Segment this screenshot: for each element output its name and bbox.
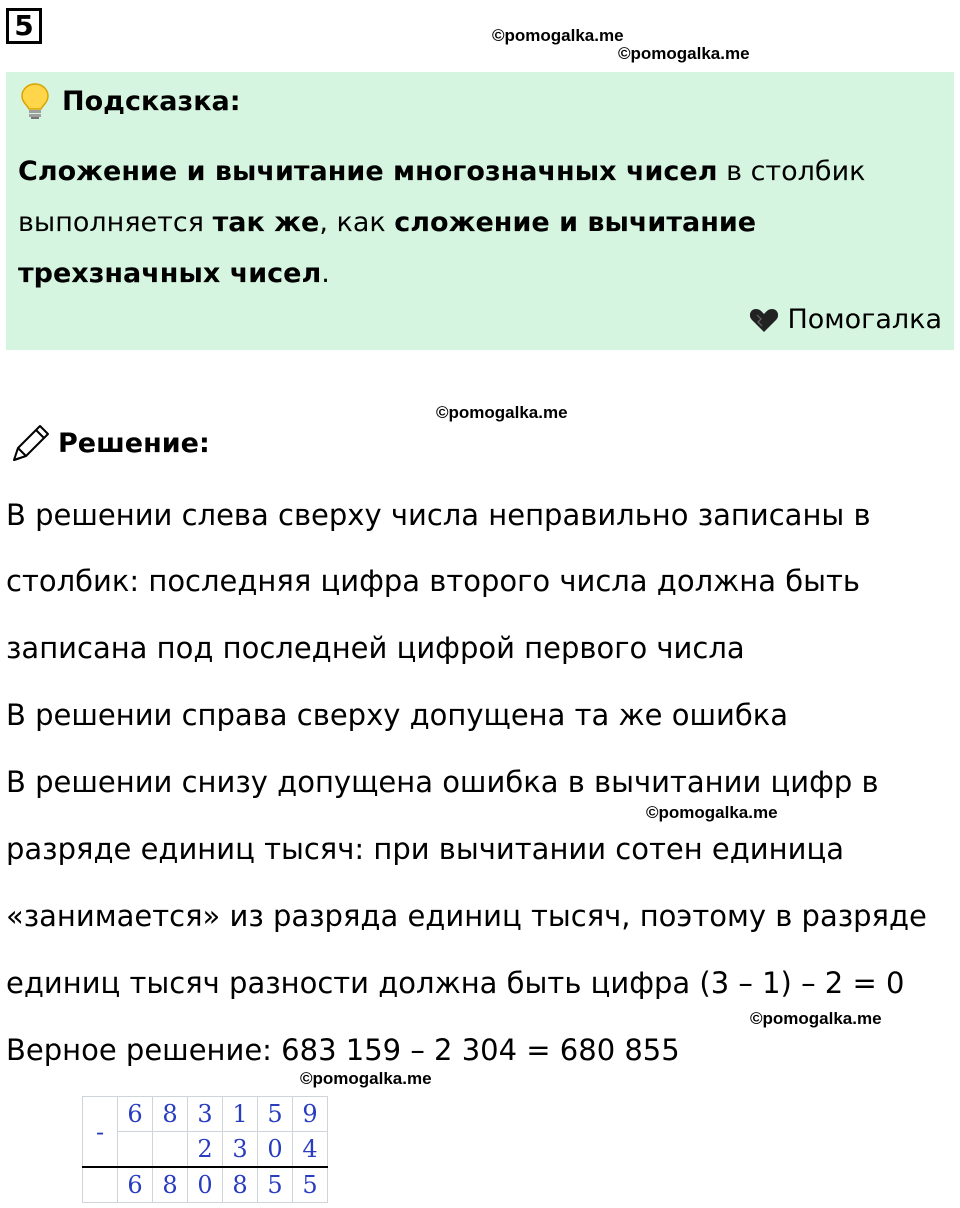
watermark: ©pomogalka.me — [618, 44, 750, 63]
solution-line: В решении снизу допущена ошибка в вычитании цифр в — [6, 765, 879, 799]
watermark: ©pomogalka.me — [300, 1069, 432, 1088]
digit-cell: 9 — [293, 1097, 328, 1132]
solution-line: «занимается» из разряда единиц тысяч, поэтому в разряде — [6, 899, 927, 933]
solution-title-text: Решение: — [58, 427, 210, 459]
hint-bold-text: так же — [212, 207, 320, 238]
column-subtraction — [82, 1096, 328, 1203]
digit-cell: 3 — [223, 1132, 258, 1168]
digit-cell — [118, 1132, 153, 1168]
lightbulb-icon — [20, 82, 50, 120]
task-number: 5 — [6, 8, 42, 44]
hint-text-segment: . — [321, 258, 330, 289]
digit-cell: 4 — [293, 1132, 328, 1168]
solution-line: записана под последней цифрой первого числа — [6, 631, 745, 665]
digit-cell: 6 — [118, 1097, 153, 1132]
digit-cell: 6 — [118, 1167, 153, 1203]
heart-icon — [749, 307, 779, 333]
solution-line: единиц тысяч разности должна быть цифра (3 – 1) – 2 = 0 — [6, 966, 905, 1000]
digit-cell: 1 — [223, 1097, 258, 1132]
signature-text: Помогалка — [787, 304, 942, 335]
minus-sign: - — [83, 1097, 118, 1168]
solution-line: В решении справа сверху допущена та же ошибка — [6, 698, 788, 732]
digit-cell: 5 — [293, 1167, 328, 1203]
difference-row — [83, 1167, 328, 1203]
digit-cell: 5 — [258, 1097, 293, 1132]
minuend-row — [83, 1097, 328, 1132]
hint-box — [6, 72, 954, 350]
hint-bold-text: Сложение и вычитание многозначных чисел — [18, 156, 718, 187]
hint-title — [20, 82, 241, 120]
solution-line: Верное решение: 683 159 – 2 304 = 680 855 — [6, 1033, 680, 1067]
signature — [749, 304, 942, 335]
digit-cell: 8 — [223, 1167, 258, 1203]
subtrahend-row — [83, 1132, 328, 1168]
digit-cell: 0 — [258, 1132, 293, 1168]
hint-bold-text: сложение и вычитание трехзначных чисел — [18, 207, 757, 289]
digit-cell: 0 — [188, 1167, 223, 1203]
pencil-icon — [10, 422, 52, 464]
hint-text — [18, 146, 938, 299]
watermark: ©pomogalka.me — [646, 803, 778, 822]
digit-cell: 8 — [153, 1167, 188, 1203]
digit-cell — [153, 1132, 188, 1168]
solution-line: В решении слева сверху числа неправильно записаны в — [6, 498, 871, 532]
watermark: ©pomogalka.me — [436, 403, 568, 422]
watermark: ©pomogalka.me — [750, 1009, 882, 1028]
digit-cell: 3 — [188, 1097, 223, 1132]
hint-title-text: Подсказка: — [62, 85, 241, 117]
watermark: ©pomogalka.me — [492, 26, 624, 45]
empty-cell — [83, 1167, 118, 1203]
hint-text-segment: в столбик выполняется — [18, 156, 866, 238]
digit-cell: 2 — [188, 1132, 223, 1168]
digit-cell: 8 — [153, 1097, 188, 1132]
digit-cell: 5 — [258, 1167, 293, 1203]
hint-text-segment: , как — [319, 207, 395, 238]
solution-title — [10, 422, 210, 464]
solution-line: столбик: последняя цифра второго числа должна быть — [6, 564, 860, 598]
solution-line: разряде единиц тысяч: при вычитании сотен единица — [6, 832, 844, 866]
